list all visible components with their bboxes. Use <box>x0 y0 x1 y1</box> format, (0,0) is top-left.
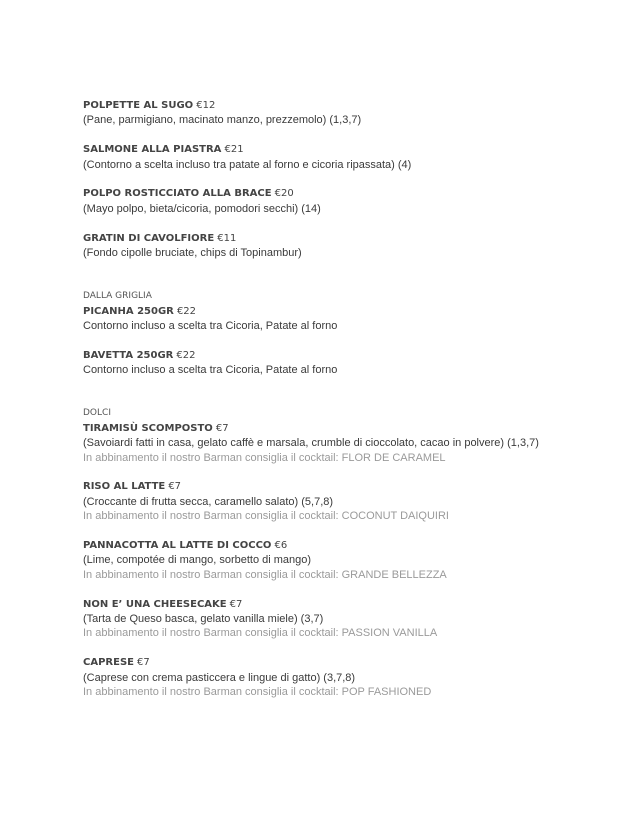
menu-item <box>83 98 623 128</box>
item-name: PICANHA 250GR <box>83 305 174 317</box>
item-description: (Lime, compotée di mango, sorbetto di mango) <box>83 554 312 567</box>
item-price: €7 <box>229 598 243 610</box>
item-title-line <box>83 421 623 436</box>
item-title-line <box>83 142 623 157</box>
menu-section <box>83 289 623 377</box>
item-name: SALMONE ALLA PIASTRA <box>83 144 222 156</box>
item-title-line <box>83 479 623 494</box>
item-title-line <box>83 348 623 363</box>
section-label: DOLCI <box>83 408 111 419</box>
item-description: (Contorno a scelta incluso tra patate al forno e cicoria ripassata) (4) <box>83 158 412 171</box>
menu-item <box>83 538 623 582</box>
item-cocktail-pairing: In abbinamento il nostro Barman consiglia il cocktail: FLOR DE CARAMEL <box>83 451 446 464</box>
item-name: TIRAMISÙ SCOMPOSTO <box>83 422 213 434</box>
item-title-line <box>83 597 623 612</box>
item-description: (Croccante di frutta secca, caramello salato) (5,7,8) <box>83 495 334 508</box>
item-name: POLPETTE AL SUGO <box>83 100 194 111</box>
menu-item <box>83 655 623 699</box>
item-name: BAVETTA 250GR <box>83 349 174 361</box>
item-name: CAPRESE <box>83 657 134 669</box>
menu-item <box>83 597 623 641</box>
menu-item <box>83 348 623 378</box>
item-description: Contorno incluso a scelta tra Cicoria, Patate al forno <box>83 320 338 333</box>
item-title-line <box>83 231 623 246</box>
item-price: €22 <box>176 349 196 361</box>
menu-content <box>83 98 623 714</box>
item-description: (Caprese con crema pasticcera e lingue di gatto) (3,7,8) <box>83 671 356 684</box>
item-title-line <box>83 186 623 201</box>
item-cocktail-pairing: In abbinamento il nostro Barman consiglia il cocktail: POP FASHIONED <box>83 686 432 699</box>
item-name: GRATIN DI CAVOLFIORE <box>83 232 215 244</box>
item-price: €12 <box>196 100 216 111</box>
item-price: €7 <box>168 481 182 493</box>
item-name: POLPO ROSTICCIATO ALLA BRACE <box>83 188 272 200</box>
item-cocktail-pairing: In abbinamento il nostro Barman consiglia il cocktail: GRANDE BELLEZZA <box>83 568 447 581</box>
item-price: €21 <box>224 144 244 156</box>
menu-item <box>83 479 623 523</box>
item-price: €20 <box>274 188 294 200</box>
item-name: RISO AL LATTE <box>83 481 166 493</box>
item-title-line <box>83 538 623 553</box>
item-price: €7 <box>215 422 229 434</box>
menu-item <box>83 142 623 172</box>
item-title-line <box>83 98 623 113</box>
item-cocktail-pairing: In abbinamento il nostro Barman consiglia il cocktail: PASSION VANILLA <box>83 627 438 640</box>
item-description: (Mayo polpo, bieta/cicoria, pomodori secchi) (14) <box>83 202 321 215</box>
item-price: €11 <box>217 232 237 244</box>
section-label: DALLA GRIGLIA <box>83 291 152 302</box>
menu-item <box>83 186 623 216</box>
item-description: (Savoiardi fatti in casa, gelato caffè e marsala, crumble di cioccolato, cacao in polvere) (1,3,7) <box>83 437 539 450</box>
item-description: (Pane, parmigiano, macinato manzo, prezzemolo) (1,3,7) <box>83 114 362 127</box>
item-price: €22 <box>176 305 197 317</box>
item-cocktail-pairing: In abbinamento il nostro Barman consiglia il cocktail: COCONUT DAIQUIRI <box>83 510 449 523</box>
item-name: NON E’ UNA CHEESECAKE <box>83 598 227 610</box>
item-description: (Fondo cipolle bruciate, chips di Topinambur) <box>83 247 302 260</box>
item-price: €6 <box>274 540 288 552</box>
item-title-line <box>83 655 623 670</box>
menu-section <box>83 406 623 699</box>
menu-section <box>83 98 623 260</box>
menu-item <box>83 421 623 465</box>
item-title-line <box>83 304 623 319</box>
item-price: €7 <box>137 657 150 669</box>
menu-item <box>83 231 623 261</box>
item-description: (Tarta de Queso basca, gelato vanilla miele) (3,7) <box>83 613 324 626</box>
menu-item <box>83 304 623 334</box>
item-name: PANNACOTTA AL LATTE DI COCCO <box>83 540 272 552</box>
item-description: Contorno incluso a scelta tra Cicoria, Patate al forno <box>83 364 338 377</box>
